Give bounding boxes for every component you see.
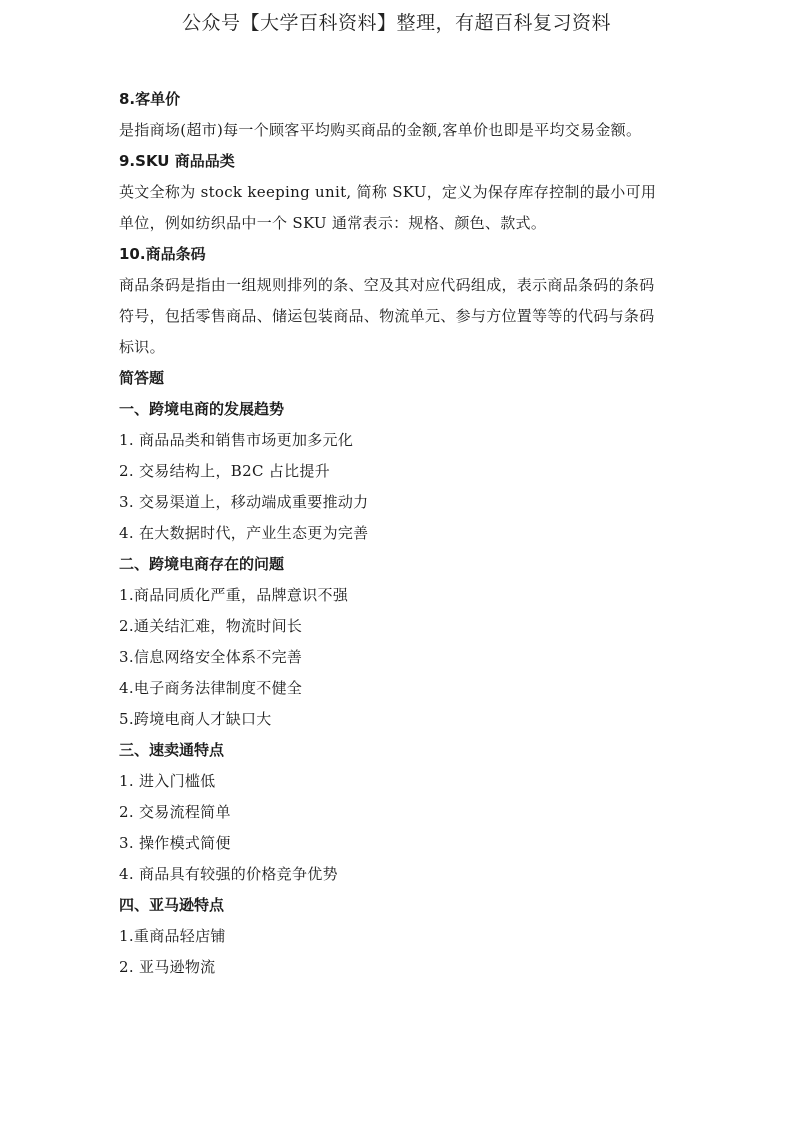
heading-customer-unit-price: 8.客单价 bbox=[119, 90, 181, 108]
heading-amazon: 四、亚马逊特点 bbox=[119, 896, 225, 914]
heading-barcode: 10.商品条码 bbox=[119, 245, 206, 263]
list-item: 2. 亚马逊物流 bbox=[119, 958, 216, 976]
list-item: 3. 交易渠道上，移动端成重要推动力 bbox=[119, 493, 369, 511]
heading-problems: 二、跨境电商存在的问题 bbox=[119, 555, 285, 573]
list-item: 2. 交易结构上，B2C 占比提升 bbox=[119, 462, 330, 480]
heading-short-answer: 简答题 bbox=[119, 369, 165, 387]
paragraph-line: 符号，包括零售商品、储运包装商品、物流单元、参与方位置等等的代码与条码 bbox=[119, 307, 655, 325]
list-item: 5.跨境电商人才缺口大 bbox=[119, 710, 272, 728]
list-item: 1. 商品品类和销售市场更加多元化 bbox=[119, 431, 354, 449]
list-item: 4. 商品具有较强的价格竞争优势 bbox=[119, 865, 338, 883]
list-item: 4.电子商务法律制度不健全 bbox=[119, 679, 303, 697]
paragraph-line: 英文全称为 stock keeping unit, 简称 SKU，定义为保存库存控制的最小可用 bbox=[119, 183, 657, 201]
page-header: 公众号【大学百科资料】整理，有超百科复习资料 bbox=[181, 12, 611, 34]
list-item: 2.通关结汇难，物流时间长 bbox=[119, 617, 303, 635]
paragraph-line: 单位，例如纺织品中一个 SKU 通常表示：规格、颜色、款式。 bbox=[119, 214, 547, 232]
paragraph-line: 标识。 bbox=[119, 338, 165, 356]
list-item: 4. 在大数据时代，产业生态更为完善 bbox=[119, 524, 369, 542]
list-item: 3. 操作模式简便 bbox=[119, 834, 231, 852]
paragraph-line: 是指商场(超市)每一个顾客平均购买商品的金额,客单价也即是平均交易金额。 bbox=[119, 121, 642, 139]
list-item: 1. 进入门槛低 bbox=[119, 772, 216, 790]
heading-sku: 9.SKU 商品品类 bbox=[119, 152, 235, 170]
list-item: 3.信息网络安全体系不完善 bbox=[119, 648, 303, 666]
paragraph-line: 商品条码是指由一组规则排列的条、空及其对应代码组成，表示商品条码的条码 bbox=[119, 276, 655, 294]
list-item: 2. 交易流程简单 bbox=[119, 803, 231, 821]
heading-trends: 一、跨境电商的发展趋势 bbox=[119, 400, 285, 418]
list-item: 1.商品同质化严重，品牌意识不强 bbox=[119, 586, 349, 604]
document-body bbox=[119, 84, 679, 983]
list-item: 1.重商品轻店铺 bbox=[119, 927, 226, 945]
heading-aliexpress: 三、速卖通特点 bbox=[119, 741, 225, 759]
